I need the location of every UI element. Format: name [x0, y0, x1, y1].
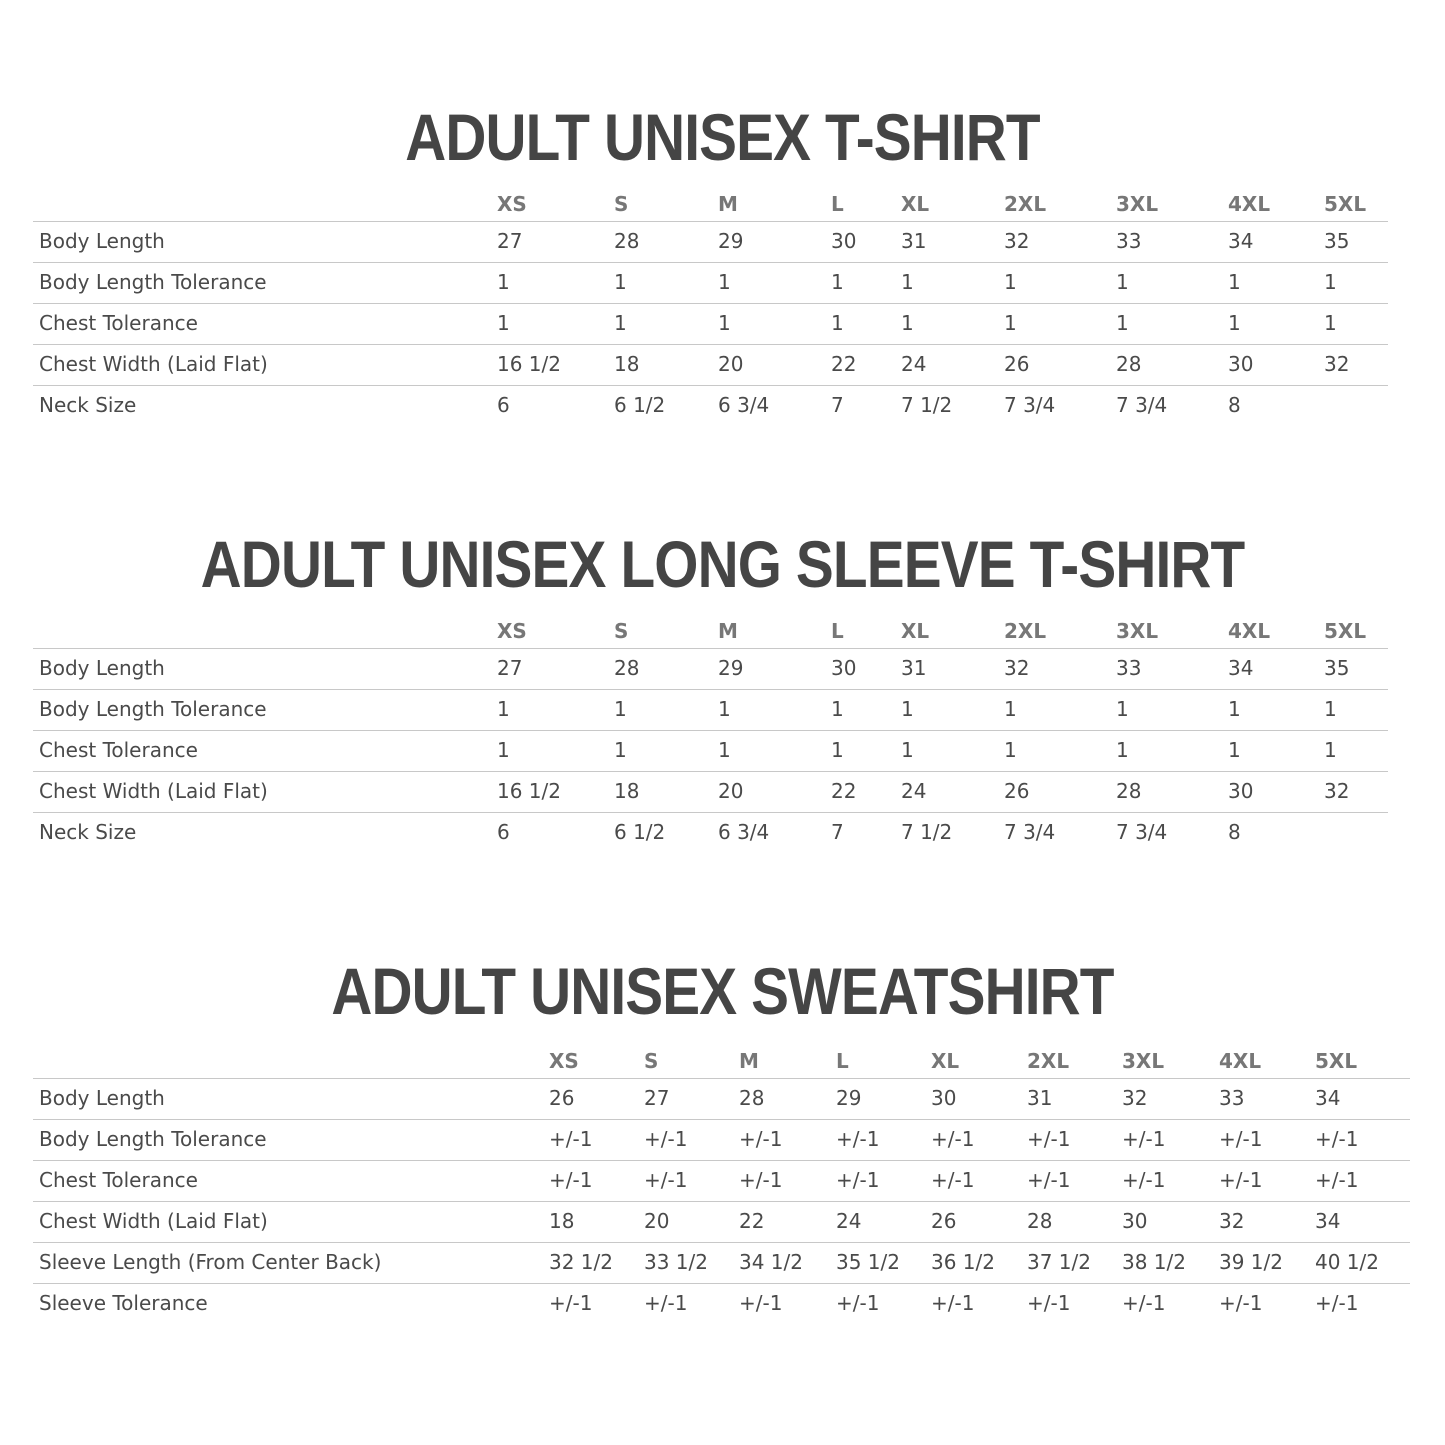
table-cell: 1: [497, 697, 510, 721]
row-label: Chest Tolerance: [39, 1168, 198, 1192]
table-cell: +/-1: [931, 1291, 975, 1315]
row-label: Body Length: [39, 656, 165, 680]
table-cell: +/-1: [644, 1168, 688, 1192]
table-cell: 1: [1116, 270, 1129, 294]
chart-title: ADULT UNISEX LONG SLEEVE T-SHIRT: [200, 527, 1245, 601]
table-cell: +/-1: [836, 1127, 880, 1151]
table-cell: 1: [614, 697, 627, 721]
table-cell: 34: [1228, 229, 1254, 253]
table-cell: +/-1: [1219, 1127, 1263, 1151]
table-cell: 31: [901, 656, 927, 680]
table-cell: 18: [549, 1209, 575, 1233]
size-column-header: M: [718, 192, 738, 216]
size-column-header: 2XL: [1004, 192, 1047, 216]
table-row: [33, 1160, 1410, 1201]
size-column-header: XS: [497, 192, 527, 216]
table-cell: 20: [718, 779, 744, 803]
table-cell: 1: [1004, 738, 1017, 762]
table-cell: 1: [497, 311, 510, 335]
table-cell: 32: [1324, 779, 1350, 803]
table-cell: 34: [1315, 1209, 1341, 1233]
table-cell: 1: [718, 738, 731, 762]
table-cell: 33: [1116, 656, 1142, 680]
table-cell: 18: [614, 352, 640, 376]
table-cell: 7 1/2: [901, 393, 953, 417]
table-cell: +/-1: [1122, 1291, 1166, 1315]
table-row: [33, 1119, 1410, 1160]
table-cell: 32: [1122, 1086, 1148, 1110]
row-label: Body Length Tolerance: [39, 270, 267, 294]
table-cell: 1: [831, 311, 844, 335]
size-column-header: 4XL: [1228, 619, 1271, 643]
table-cell: 29: [836, 1086, 862, 1110]
table-cell: 30: [1228, 352, 1254, 376]
size-column-header: XS: [497, 619, 527, 643]
table-cell: 1: [901, 270, 914, 294]
table-cell: 37 1/2: [1027, 1250, 1091, 1274]
table-cell: 36 1/2: [931, 1250, 995, 1274]
table-cell: 30: [831, 656, 857, 680]
table-cell: 1: [1324, 697, 1337, 721]
table-cell: +/-1: [1122, 1168, 1166, 1192]
table-cell: 35: [1324, 229, 1350, 253]
table-cell: 1: [1004, 311, 1017, 335]
table-row: [33, 303, 1388, 344]
table-cell: +/-1: [836, 1291, 880, 1315]
table-cell: 6 1/2: [614, 393, 666, 417]
table-cell: 1: [1116, 738, 1129, 762]
table-cell: 24: [836, 1209, 862, 1233]
size-header-row: [33, 192, 1388, 222]
table-cell: 28: [614, 229, 640, 253]
size-column-header: S: [614, 192, 629, 216]
table-cell: +/-1: [644, 1127, 688, 1151]
table-cell: +/-1: [931, 1168, 975, 1192]
row-label: Neck Size: [39, 393, 137, 417]
table-cell: 32: [1219, 1209, 1245, 1233]
table-cell: 40 1/2: [1315, 1250, 1379, 1274]
table-cell: 1: [901, 738, 914, 762]
table-cell: 28: [614, 656, 640, 680]
size-header-row: [33, 1049, 1410, 1079]
row-label: Chest Width (Laid Flat): [39, 352, 268, 376]
table-cell: 30: [1228, 779, 1254, 803]
table-cell: 30: [931, 1086, 957, 1110]
table-cell: 1: [1004, 697, 1017, 721]
table-cell: +/-1: [644, 1291, 688, 1315]
size-column-header: 4XL: [1228, 192, 1271, 216]
table-cell: +/-1: [1122, 1127, 1166, 1151]
table-cell: 1: [497, 270, 510, 294]
table-cell: 16 1/2: [497, 779, 561, 803]
size-column-header: 5XL: [1324, 619, 1367, 643]
size-column-header: L: [831, 619, 844, 643]
table-cell: 1: [614, 270, 627, 294]
size-column-header: XL: [901, 619, 930, 643]
table-cell: 32: [1324, 352, 1350, 376]
table-row: [33, 385, 1388, 426]
table-cell: 7 1/2: [901, 820, 953, 844]
table-cell: 27: [644, 1086, 670, 1110]
row-label: Chest Width (Laid Flat): [39, 779, 268, 803]
size-column-header: 2XL: [1004, 619, 1047, 643]
table-cell: 6: [497, 393, 510, 417]
table-cell: 31: [901, 229, 927, 253]
table-cell: 28: [1116, 779, 1142, 803]
table-cell: 6 1/2: [614, 820, 666, 844]
table-row: [33, 344, 1388, 385]
size-column-header: 3XL: [1116, 192, 1159, 216]
chart-title: ADULT UNISEX SWEATSHIRT: [331, 954, 1114, 1028]
row-label: Body Length Tolerance: [39, 697, 267, 721]
table-cell: 24: [901, 779, 927, 803]
table-cell: 1: [1324, 311, 1337, 335]
table-cell: 1: [614, 738, 627, 762]
table-cell: 34 1/2: [739, 1250, 803, 1274]
table-cell: 7: [831, 820, 844, 844]
row-label: Chest Tolerance: [39, 311, 198, 335]
table-row: [33, 1242, 1410, 1283]
table-cell: 22: [739, 1209, 765, 1233]
size-column-header: XS: [549, 1049, 579, 1073]
table-cell: 1: [718, 311, 731, 335]
table-cell: 32 1/2: [549, 1250, 613, 1274]
table-cell: 6 3/4: [718, 820, 770, 844]
table-cell: 30: [1122, 1209, 1148, 1233]
table-cell: 20: [644, 1209, 670, 1233]
table-cell: 6 3/4: [718, 393, 770, 417]
table-cell: 33: [1219, 1086, 1245, 1110]
row-label: Neck Size: [39, 820, 137, 844]
table-cell: 1: [1324, 738, 1337, 762]
table-cell: 27: [497, 229, 523, 253]
table-cell: 30: [831, 229, 857, 253]
table-cell: 16 1/2: [497, 352, 561, 376]
table-cell: 7 3/4: [1116, 820, 1168, 844]
table-cell: 26: [1004, 779, 1030, 803]
table-cell: +/-1: [549, 1168, 593, 1192]
table-cell: +/-1: [739, 1291, 783, 1315]
table-cell: 24: [901, 352, 927, 376]
table-cell: 1: [718, 697, 731, 721]
table-cell: 20: [718, 352, 744, 376]
size-column-header: M: [739, 1049, 759, 1073]
table-cell: +/-1: [739, 1127, 783, 1151]
size-column-header: 5XL: [1324, 192, 1367, 216]
size-column-header: 5XL: [1315, 1049, 1358, 1073]
table-cell: 7 3/4: [1004, 820, 1056, 844]
table-cell: 1: [1116, 697, 1129, 721]
table-cell: 38 1/2: [1122, 1250, 1186, 1274]
table-cell: +/-1: [1027, 1127, 1071, 1151]
table-row: [33, 221, 1388, 262]
table-row: [33, 1201, 1410, 1242]
table-cell: 1: [1228, 270, 1241, 294]
table-cell: 1: [831, 697, 844, 721]
row-label: Sleeve Tolerance: [39, 1291, 208, 1315]
table-cell: 33: [1116, 229, 1142, 253]
table-cell: 35 1/2: [836, 1250, 900, 1274]
table-cell: +/-1: [549, 1291, 593, 1315]
table-cell: 1: [1324, 270, 1337, 294]
size-column-header: L: [836, 1049, 849, 1073]
row-label: Body Length: [39, 229, 165, 253]
table-cell: +/-1: [1027, 1291, 1071, 1315]
table-cell: +/-1: [931, 1127, 975, 1151]
table-cell: 1: [901, 697, 914, 721]
table-cell: +/-1: [739, 1168, 783, 1192]
table-cell: 34: [1315, 1086, 1341, 1110]
table-cell: +/-1: [1027, 1168, 1071, 1192]
table-cell: 7 3/4: [1116, 393, 1168, 417]
table-cell: 1: [1116, 311, 1129, 335]
table-cell: 1: [497, 738, 510, 762]
table-cell: 1: [1228, 697, 1241, 721]
table-cell: 26: [549, 1086, 575, 1110]
row-label: Body Length Tolerance: [39, 1127, 267, 1151]
table-row: [33, 771, 1388, 812]
table-cell: +/-1: [1315, 1291, 1359, 1315]
table-row: [33, 730, 1388, 771]
size-column-header: 2XL: [1027, 1049, 1070, 1073]
table-cell: 6: [497, 820, 510, 844]
table-cell: 7 3/4: [1004, 393, 1056, 417]
row-label: Chest Tolerance: [39, 738, 198, 762]
table-cell: 1: [614, 311, 627, 335]
table-cell: 1: [1228, 311, 1241, 335]
size-column-header: XL: [931, 1049, 960, 1073]
table-row: [33, 689, 1388, 730]
table-cell: 28: [1027, 1209, 1053, 1233]
table-cell: 27: [497, 656, 523, 680]
table-cell: +/-1: [836, 1168, 880, 1192]
table-cell: 18: [614, 779, 640, 803]
table-cell: 39 1/2: [1219, 1250, 1283, 1274]
table-row: [33, 1078, 1410, 1119]
table-cell: +/-1: [1219, 1168, 1263, 1192]
table-cell: +/-1: [549, 1127, 593, 1151]
table-cell: 32: [1004, 656, 1030, 680]
table-row: [33, 648, 1388, 689]
chart-title: ADULT UNISEX T-SHIRT: [405, 100, 1040, 174]
table-cell: 29: [718, 656, 744, 680]
table-row: [33, 812, 1388, 853]
row-label: Sleeve Length (From Center Back): [39, 1250, 382, 1274]
size-column-header: XL: [901, 192, 930, 216]
table-cell: 28: [1116, 352, 1142, 376]
table-cell: 22: [831, 779, 857, 803]
table-cell: 1: [901, 311, 914, 335]
table-cell: 28: [739, 1086, 765, 1110]
table-cell: 26: [931, 1209, 957, 1233]
table-cell: +/-1: [1219, 1291, 1263, 1315]
size-header-row: [33, 619, 1388, 649]
table-cell: 1: [831, 270, 844, 294]
table-cell: +/-1: [1315, 1168, 1359, 1192]
row-label: Chest Width (Laid Flat): [39, 1209, 268, 1233]
table-cell: 1: [718, 270, 731, 294]
size-column-header: S: [614, 619, 629, 643]
size-column-header: 3XL: [1116, 619, 1159, 643]
table-cell: 34: [1228, 656, 1254, 680]
table-row: [33, 262, 1388, 303]
size-column-header: L: [831, 192, 844, 216]
table-cell: 1: [1004, 270, 1017, 294]
table-row: [33, 1283, 1410, 1324]
size-column-header: 4XL: [1219, 1049, 1262, 1073]
size-column-header: S: [644, 1049, 659, 1073]
table-cell: 8: [1228, 820, 1241, 844]
table-cell: 31: [1027, 1086, 1053, 1110]
row-label: Body Length: [39, 1086, 165, 1110]
table-cell: 35: [1324, 656, 1350, 680]
size-column-header: 3XL: [1122, 1049, 1165, 1073]
table-cell: +/-1: [1315, 1127, 1359, 1151]
table-cell: 7: [831, 393, 844, 417]
table-cell: 22: [831, 352, 857, 376]
table-cell: 8: [1228, 393, 1241, 417]
table-cell: 1: [831, 738, 844, 762]
table-cell: 1: [1228, 738, 1241, 762]
table-cell: 32: [1004, 229, 1030, 253]
table-cell: 26: [1004, 352, 1030, 376]
size-column-header: M: [718, 619, 738, 643]
table-cell: 33 1/2: [644, 1250, 708, 1274]
table-cell: 29: [718, 229, 744, 253]
